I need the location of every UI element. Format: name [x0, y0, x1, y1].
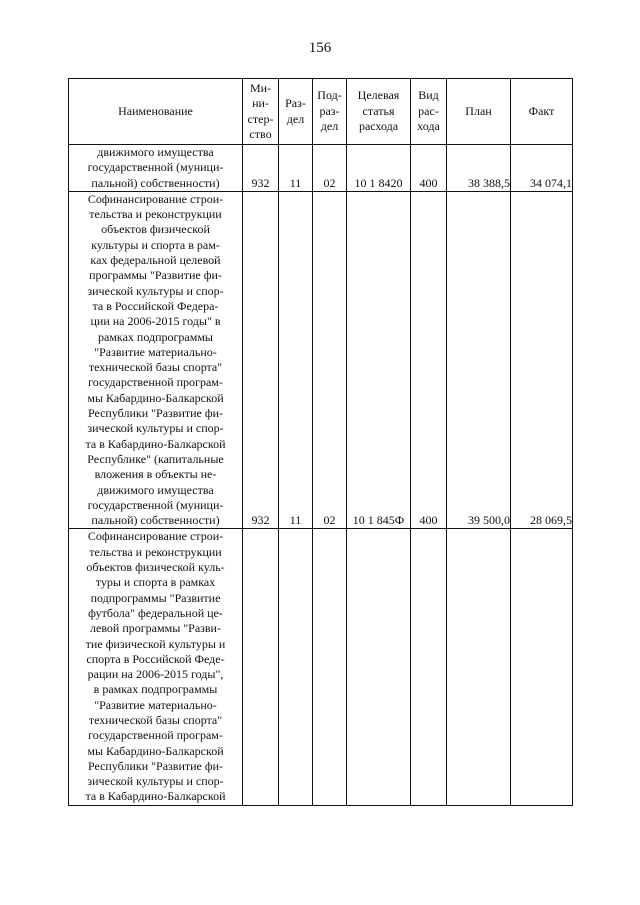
row-section: 11	[279, 191, 313, 529]
row-subsection: 02	[313, 145, 347, 192]
header-name: Наименование	[69, 79, 243, 145]
row-expense-type: 400	[411, 191, 447, 529]
row-subsection	[313, 529, 347, 805]
table-header-row	[69, 79, 573, 145]
row-target: 10 1 8420	[347, 145, 411, 192]
row-expense-type: 400	[411, 145, 447, 192]
row-section	[279, 529, 313, 805]
row-target: 10 1 845Ф	[347, 191, 411, 529]
header-section: Раз- дел	[279, 79, 313, 145]
page-number: 156	[308, 40, 332, 56]
row-subsection: 02	[313, 191, 347, 529]
row-fact: 34 074,1	[511, 145, 573, 192]
header-plan: План	[447, 79, 511, 145]
budget-table	[68, 78, 573, 806]
row-section: 11	[279, 145, 313, 192]
row-plan: 39 500,0	[447, 191, 511, 529]
header-subsection: Под- раз- дел	[313, 79, 347, 145]
header-target: Целевая статья расхода	[347, 79, 411, 145]
row-ministry	[243, 529, 279, 805]
table-row	[69, 191, 573, 529]
row-name: Софинансирование строи- тельства и реконструкции объектов физической куль- туры и спорта в рамках подпрограммы "Развитие футбола" федеральной це- левой программы "Разви- тие физической культуры и спорта в Российской Феде- рации на 2006-2015 годы", в рамках подпрограммы "Развитие материально- технической базы спорта" государственной програм- мы Кабардино-Балкарской Республики "Развитие фи- зической культуры и спор- та в Кабардино-Балкарской	[69, 529, 243, 805]
row-plan: 38 388,5	[447, 145, 511, 192]
table-row	[69, 145, 573, 192]
row-target	[347, 529, 411, 805]
row-fact: 28 069,5	[511, 191, 573, 529]
row-name: Софинансирование строи- тельства и реконструкции объектов физической культуры и спорта в рам- ках федеральной целевой программы "Развитие фи- зической культуры и спор- та в Российской Федера- ции на 2006-2015 годы" в рамках подпрограммы "Развитие материально- технической базы спорта" государственной програм- мы Кабардино-Балкарской Республики "Развитие фи- зической культуры и спор- та в Кабардино-Балкарской Республике" (капитальные вложения в объекты не- движимого имущества государственной (муници- пальной) собственности)	[69, 191, 243, 529]
row-ministry: 932	[243, 191, 279, 529]
header-ministry: Ми- ни- стер- ство	[243, 79, 279, 145]
row-plan	[447, 529, 511, 805]
header-expense-type: Вид рас- хода	[411, 79, 447, 145]
row-ministry: 932	[243, 145, 279, 192]
header-fact: Факт	[511, 79, 573, 145]
row-name: движимого имущества государственной (муници- пальной) собственности)	[69, 145, 243, 192]
row-fact	[511, 529, 573, 805]
table-row	[69, 529, 573, 805]
row-expense-type	[411, 529, 447, 805]
